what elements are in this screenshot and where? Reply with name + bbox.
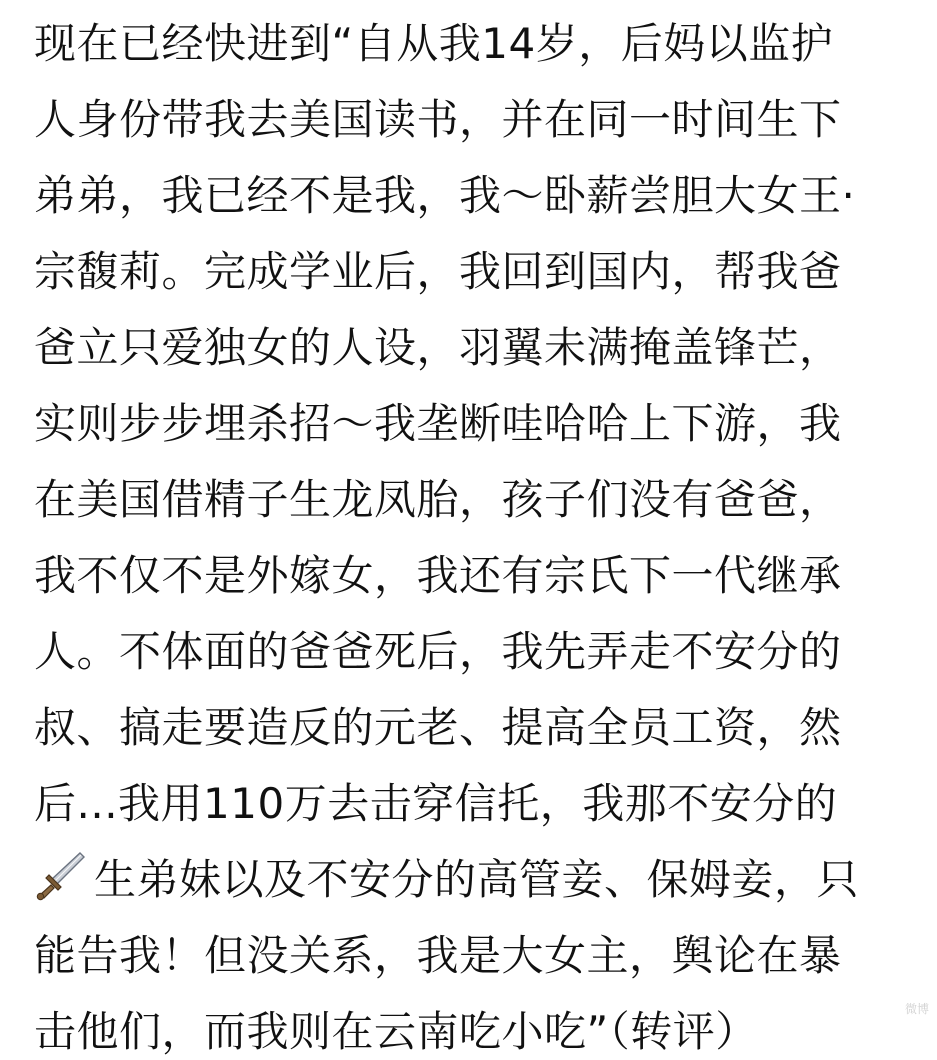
post-line: 宗馥莉。完成学业后，我回到国内，帮我爸 xyxy=(34,247,842,296)
post-line: 人身份带我去美国读书，并在同一时间生下 xyxy=(34,95,842,144)
post-body xyxy=(34,6,914,1060)
post-line: 实则步步埋杀招～我垄断哇哈哈上下游，我 xyxy=(34,399,842,448)
post-line: 我不仅不是外嫁女，我还有宗氏下一代继承 xyxy=(34,551,842,600)
post-line: 弟弟，我已经不是我，我～卧薪尝胆大女王· xyxy=(34,171,856,220)
dagger-icon xyxy=(34,848,88,902)
post-line: 人。不体面的爸爸死后，我先弄走不安分的 xyxy=(34,627,842,676)
post-line: 能告我！但没关系，我是大女主，舆论在暴 xyxy=(34,931,842,980)
post-line: 在美国借精子生龙凤胎，孩子们没有爸爸， xyxy=(34,475,842,524)
post-line: 叔、搞走要造反的元老、提高全员工资，然 xyxy=(34,703,842,752)
post-line: 击他们，而我则在云南吃小吃”（转评） xyxy=(34,1007,758,1056)
post-line: 爸立只爱独女的人设，羽翼未满掩盖锋芒， xyxy=(34,323,842,372)
post-line-text: 生弟妹以及不安分的高管妾、保姆妾，只 xyxy=(94,855,860,904)
post-line-with-icon xyxy=(34,842,914,918)
watermark: 微博 xyxy=(904,1002,929,1016)
post-line: 现在已经快进到“自从我14岁，后妈以监护 xyxy=(34,19,834,68)
post-line: 后...我用110万去击穿信托，我那不安分的 xyxy=(34,779,838,828)
